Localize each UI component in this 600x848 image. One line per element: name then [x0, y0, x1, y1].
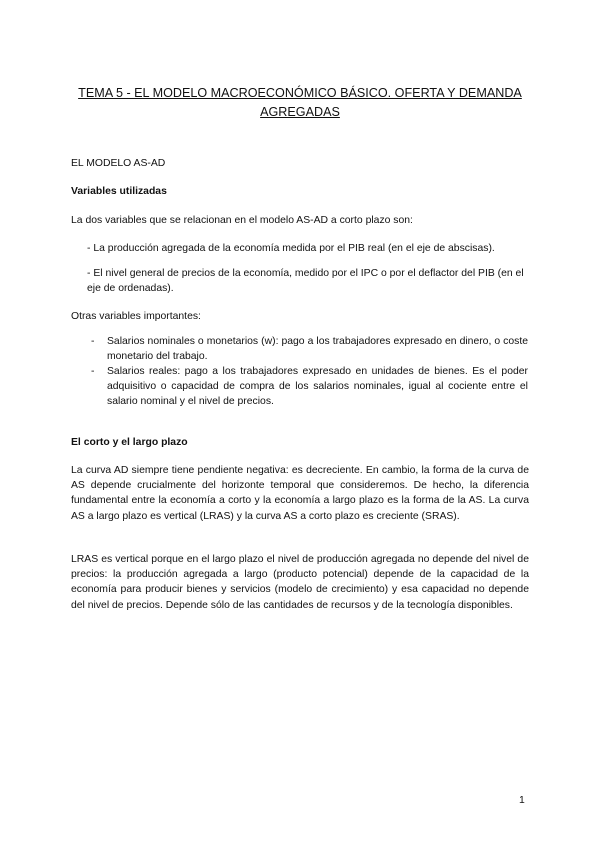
variable-item-2: - El nivel general de precios de la economía, medido por el IPC o por el deflactor del PIB (en el eje de ordenadas).: [87, 268, 524, 295]
bullet-item-real-wages: Salarios reales: pago a los trabajadores expresado en unidades de bienes. Es el poder adquisitivo o capacidad de compra de los salarios nominales, igual al cociente entre el salario nominal y el nivel de precios.: [107, 366, 528, 408]
subheading-short-long-run: El corto y el largo plazo: [71, 437, 188, 448]
paragraph-ad-as: La curva AD siempre tiene pendiente negativa: es decreciente. En cambio, la forma de la curva de AS depende crucialmente del horizonte temporal que consideremos. De hecho, la diferencia fundamental entre la economía a corto y la economía a largo plazo es la forma de la AS. La curva AS a largo plazo es vertical (LRAS) y la curva AS a corto plazo es creciente (SRAS).: [71, 465, 529, 522]
bullet-marker: -: [91, 366, 95, 377]
section-heading: EL MODELO AS-AD: [71, 158, 166, 169]
intro-paragraph: La dos variables que se relacionan en el modelo AS-AD a corto plazo son:: [71, 215, 413, 226]
subheading-variables: Variables utilizadas: [71, 186, 167, 197]
bullet-marker: -: [91, 336, 95, 347]
variable-item-1: - La producción agregada de la economía medida por el PIB real (en el eje de abscisas).: [87, 243, 495, 254]
other-variables-label: Otras variables importantes:: [71, 311, 201, 322]
page-number: 1: [519, 795, 525, 806]
paragraph-lras: LRAS es vertical porque en el largo plazo el nivel de producción agregada no depende del nivel de precios: la producción agregada a largo (producto potencial) depende de la capacidad de la economía para producir bienes y servicios (modelo de crecimiento) y esa capacidad no depende del nivel de precios. Depende sólo de las cantidades de recursos y de la tecnología disponibles.: [71, 554, 529, 611]
bullet-item-nominal-wages: Salarios nominales o monetarios (w): pago a los trabajadores expresado en dinero, o coste monetario del trabajo.: [107, 336, 528, 363]
document-title: TEMA 5 - EL MODELO MACROECONÓMICO BÁSICO. OFERTA Y DEMANDA AGREGADAS: [78, 86, 522, 119]
